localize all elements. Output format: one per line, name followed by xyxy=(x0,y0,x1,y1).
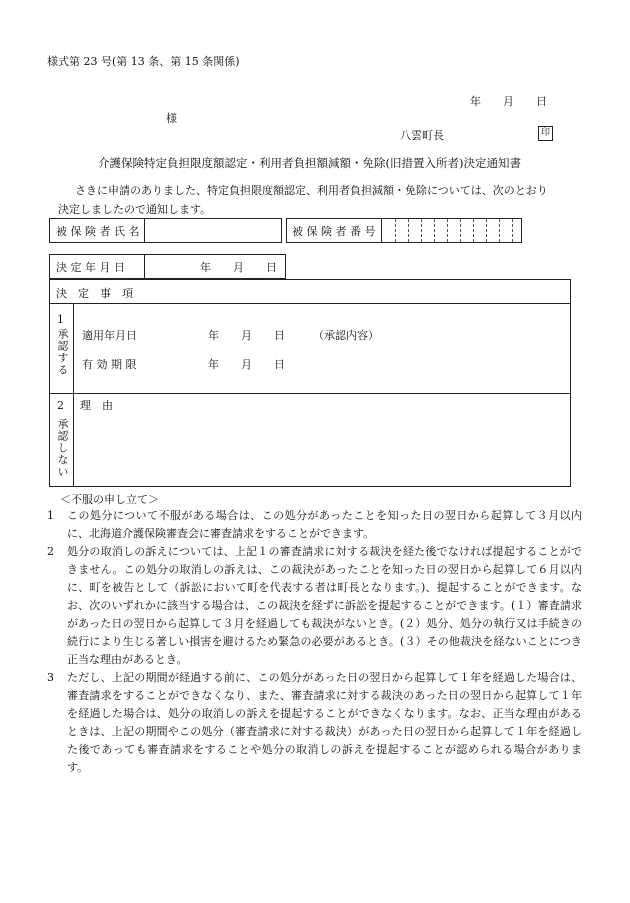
digit-divider xyxy=(447,219,448,242)
objection-item-text: この処分について不服がある場合は、この処分があったことを知った日の翌日から起算して３月以内に、北海道介護保険審査会に審査請求をすることができます。 xyxy=(67,509,582,540)
insured-number-label: 被 保 険 者 番 号 xyxy=(292,225,376,238)
digit-divider xyxy=(486,219,487,242)
objection-heading: ＜不服の申し立て＞ xyxy=(60,493,159,506)
issuer-name: 八雲町長 xyxy=(400,129,444,142)
digit-divider xyxy=(473,219,474,242)
digit-divider xyxy=(408,219,409,242)
digit-divider xyxy=(434,219,435,242)
seal-mark: 印 xyxy=(538,126,553,141)
approve-number: 1 xyxy=(57,313,64,326)
objection-item-text: ただし、上記の期間が経過する前に、この処分があった日の翌日から起算して１年を経過した場合は、審査請求をすることができなくなり、また、審査請求に対する裁決のあった日の翌日から起算して１年を経過した場合は、処分の取消しの訴えを提起することができなくなります。なお、正当な理由があるときは、上記の期間やこの処分（審査請求に対する裁決）があった日の翌日から起算して１年を経過した後であっても審査請求をすることや処分の取消しの訴えを提起することが認められる場合があります。 xyxy=(67,671,582,774)
approval-content-label: （承認内容） xyxy=(313,329,379,342)
decision-date-field[interactable]: 年 月 日 xyxy=(200,261,277,274)
valid-period-field[interactable]: 年 月 日 xyxy=(208,358,285,371)
issue-date: 年 月 日 xyxy=(470,95,547,108)
intro-line-1: さきに申請のありました、特定負担限度額認定、利用者負担減額・免除については、次のとおり xyxy=(75,184,548,197)
objection-item xyxy=(47,669,582,777)
decision-header: 決 定 事 項 xyxy=(56,287,133,300)
deny-label: 承認しない xyxy=(56,418,69,478)
digit-divider xyxy=(460,219,461,242)
applied-date-label: 適用年月日 xyxy=(82,329,137,342)
reason-label: 理 由 xyxy=(80,399,113,412)
divider xyxy=(144,218,145,243)
divider xyxy=(381,218,382,243)
digit-divider xyxy=(499,219,500,242)
digit-divider xyxy=(512,219,513,242)
insured-name-label: 被 保 険 者 氏 名 xyxy=(56,225,140,238)
objection-item-number: 2 xyxy=(47,545,54,558)
divider xyxy=(49,393,571,394)
objection-item-number: 1 xyxy=(47,509,54,522)
decision-date-label: 決 定 年 月 日 xyxy=(56,261,125,274)
digit-divider xyxy=(421,219,422,242)
approve-label: 承認する xyxy=(56,328,69,376)
objection-notes xyxy=(47,507,582,777)
deny-number: 2 xyxy=(57,399,64,412)
addressee-suffix: 様 xyxy=(166,112,177,125)
valid-period-label: 有 効 期 限 xyxy=(82,358,137,371)
objection-item-text: 処分の取消しの訴えについては、上記１の審査請求に対する裁決を経た後でなければ提起することができません。この処分の取消しの訴えは、この裁決があったことを知った日の翌日から起算して６月以内に、町を被告として（訴訟において町を代表する者は町長となります。)、提起することができます。なお、次のいずれかに該当する場合は、この裁決を経ずに訴訟を提起することができます。(１）審査請求があった日の翌日から起算して３月を経過しても裁決がないとき。(２）処分、処分の執行又は手続きの続行により生じる著しい損害を避けるため緊急の必要があるとき。(３）その他裁決を経ないことにつき正当な理由があるとき。 xyxy=(67,545,582,666)
objection-item-number: 3 xyxy=(47,671,54,684)
divider xyxy=(73,303,74,487)
divider xyxy=(49,303,571,304)
objection-item xyxy=(47,507,582,543)
applied-date-field[interactable]: 年 月 日 xyxy=(208,329,285,342)
divider xyxy=(144,254,145,279)
decision-table xyxy=(49,279,571,487)
document-title: 介護保険特定負担限度額認定・利用者負担額減額・免除(旧措置入所者)決定通知書 xyxy=(98,156,521,170)
intro-line-2: 決定しましたので通知します。 xyxy=(58,203,212,216)
digit-divider xyxy=(395,219,396,242)
form-number: 様式第 23 号(第 13 条、第 15 条関係) xyxy=(47,55,240,68)
objection-item xyxy=(47,543,582,669)
